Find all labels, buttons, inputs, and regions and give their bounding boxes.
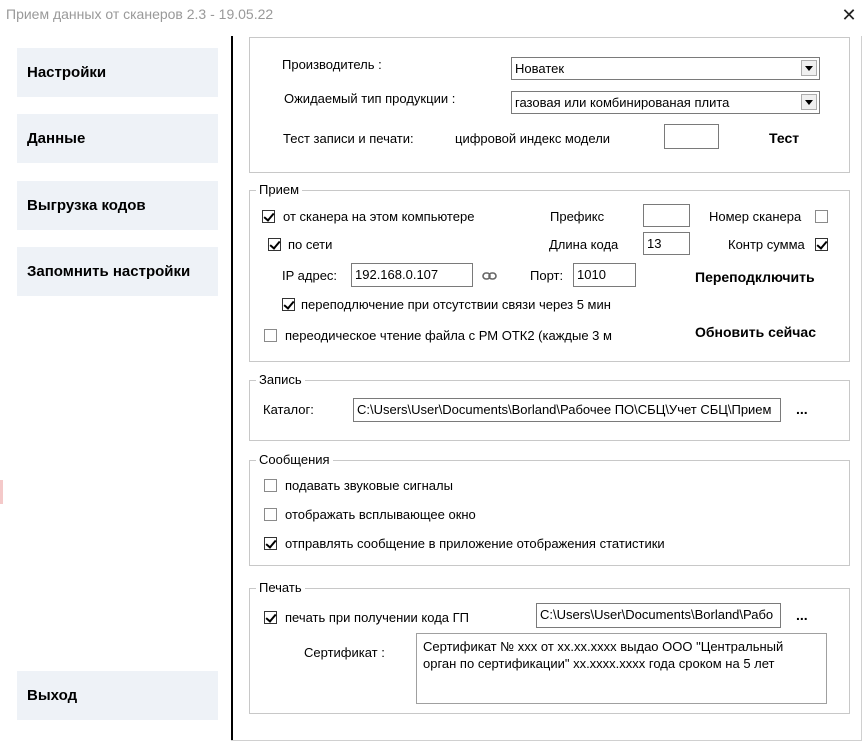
scanner-number-checkbox[interactable]	[815, 210, 828, 223]
print-legend: Печать	[256, 580, 305, 595]
print-on-receive-label: печать при получении кода ГП	[285, 610, 470, 625]
sidebar-item-export-codes[interactable]: Выгрузка кодов	[17, 181, 218, 230]
periodic-read-label: переодическое чтение файла с РМ ОТК2 (каждые 3 м	[285, 328, 612, 343]
product-type-value: газовая или комбинированая плита	[515, 95, 730, 110]
receive-legend: Прием	[256, 182, 302, 197]
code-length-input[interactable]: 13	[643, 232, 690, 255]
product-type-select[interactable]	[511, 91, 820, 114]
messages-group	[249, 452, 850, 566]
print-path-input[interactable]: C:\Users\User\Documents\Borland\Рабо	[536, 603, 781, 628]
link-icon[interactable]	[482, 269, 497, 279]
panel-divider	[231, 36, 233, 740]
digital-index-input[interactable]	[664, 124, 719, 149]
window-edge-mark	[0, 480, 3, 504]
scanner-number-label: Номер сканера	[709, 209, 802, 224]
messages-legend: Сообщения	[256, 452, 333, 467]
network-checkbox[interactable]	[268, 238, 281, 251]
sound-checkbox[interactable]	[264, 479, 277, 492]
prefix-label: Префикс	[550, 209, 605, 224]
digital-index-label: цифровой индекс модели	[455, 131, 611, 146]
from-scanner-label: от сканера на этом компьютере	[283, 209, 475, 224]
auto-reconnect-label: переподлючение при отсутствии связи через 5 мин	[301, 297, 611, 312]
panel-right-border	[861, 36, 862, 740]
catalog-browse-button[interactable]: ...	[796, 401, 808, 417]
close-icon[interactable]: ✕	[841, 5, 857, 25]
catalog-label: Каталог:	[263, 402, 314, 417]
print-on-receive-checkbox[interactable]	[264, 611, 277, 624]
catalog-input[interactable]: C:\Users\User\Documents\Borland\Рабочее ПО\СБЦ\Учет СБЦ\Прием	[353, 398, 781, 422]
test-label: Тест записи и печати:	[283, 131, 414, 146]
stats-checkbox[interactable]	[264, 537, 277, 550]
manufacturer-label: Производитель :	[282, 57, 382, 72]
from-scanner-checkbox[interactable]	[262, 210, 275, 223]
manufacturer-value: Новатек	[515, 61, 565, 76]
title-bar	[0, 0, 868, 31]
stats-label: отправлять сообщение в приложение отображения статистики	[285, 536, 665, 551]
port-label: Порт:	[530, 268, 564, 283]
certificate-text-area[interactable]: Сертификат № xxx от xx.xx.xxxx выдао ООО "Центральный орган по сертификации" xx.xxxx.xxxx года сроком на 5 лет	[416, 633, 827, 704]
network-label: по сети	[288, 237, 333, 252]
certificate-label: Сертификат :	[304, 645, 385, 660]
chevron-down-icon[interactable]	[801, 94, 817, 110]
port-input[interactable]: 1010	[573, 263, 636, 287]
print-group	[249, 580, 850, 714]
test-button[interactable]: Тест	[769, 130, 800, 146]
ip-input[interactable]: 192.168.0.107	[351, 263, 473, 287]
sound-label: подавать звуковые сигналы	[285, 478, 453, 493]
ip-label: IP адрес:	[282, 268, 338, 283]
record-legend: Запись	[256, 372, 305, 387]
panel-bottom-border	[231, 740, 862, 741]
popup-checkbox[interactable]	[264, 508, 277, 521]
product-settings-group	[249, 37, 850, 173]
sidebar-item-settings[interactable]: Настройки	[17, 48, 218, 97]
record-group	[249, 372, 850, 441]
popup-label: отображать всплывающее окно	[285, 507, 476, 522]
product-type-label: Ожидаемый тип продукции :	[284, 91, 456, 106]
receive-group	[249, 182, 850, 362]
chevron-down-icon[interactable]	[801, 60, 817, 76]
sidebar-item-save-settings[interactable]: Запомнить настройки	[17, 247, 218, 296]
checksum-checkbox[interactable]	[815, 238, 828, 251]
exit-button[interactable]: Выход	[17, 671, 218, 720]
reconnect-button[interactable]: Переподключить	[695, 269, 815, 285]
periodic-read-checkbox[interactable]	[264, 329, 277, 342]
print-browse-button[interactable]: ...	[796, 607, 808, 623]
code-length-label: Длина кода	[549, 237, 619, 252]
auto-reconnect-checkbox[interactable]	[282, 298, 295, 311]
manufacturer-select[interactable]	[511, 57, 820, 80]
window-title: Прием данных от сканеров 2.3 - 19.05.22	[6, 6, 274, 22]
checksum-label: Контр сумма	[728, 237, 805, 252]
refresh-now-button[interactable]: Обновить сейчас	[695, 324, 816, 340]
sidebar-item-data[interactable]: Данные	[17, 114, 218, 163]
prefix-input[interactable]	[643, 204, 690, 227]
